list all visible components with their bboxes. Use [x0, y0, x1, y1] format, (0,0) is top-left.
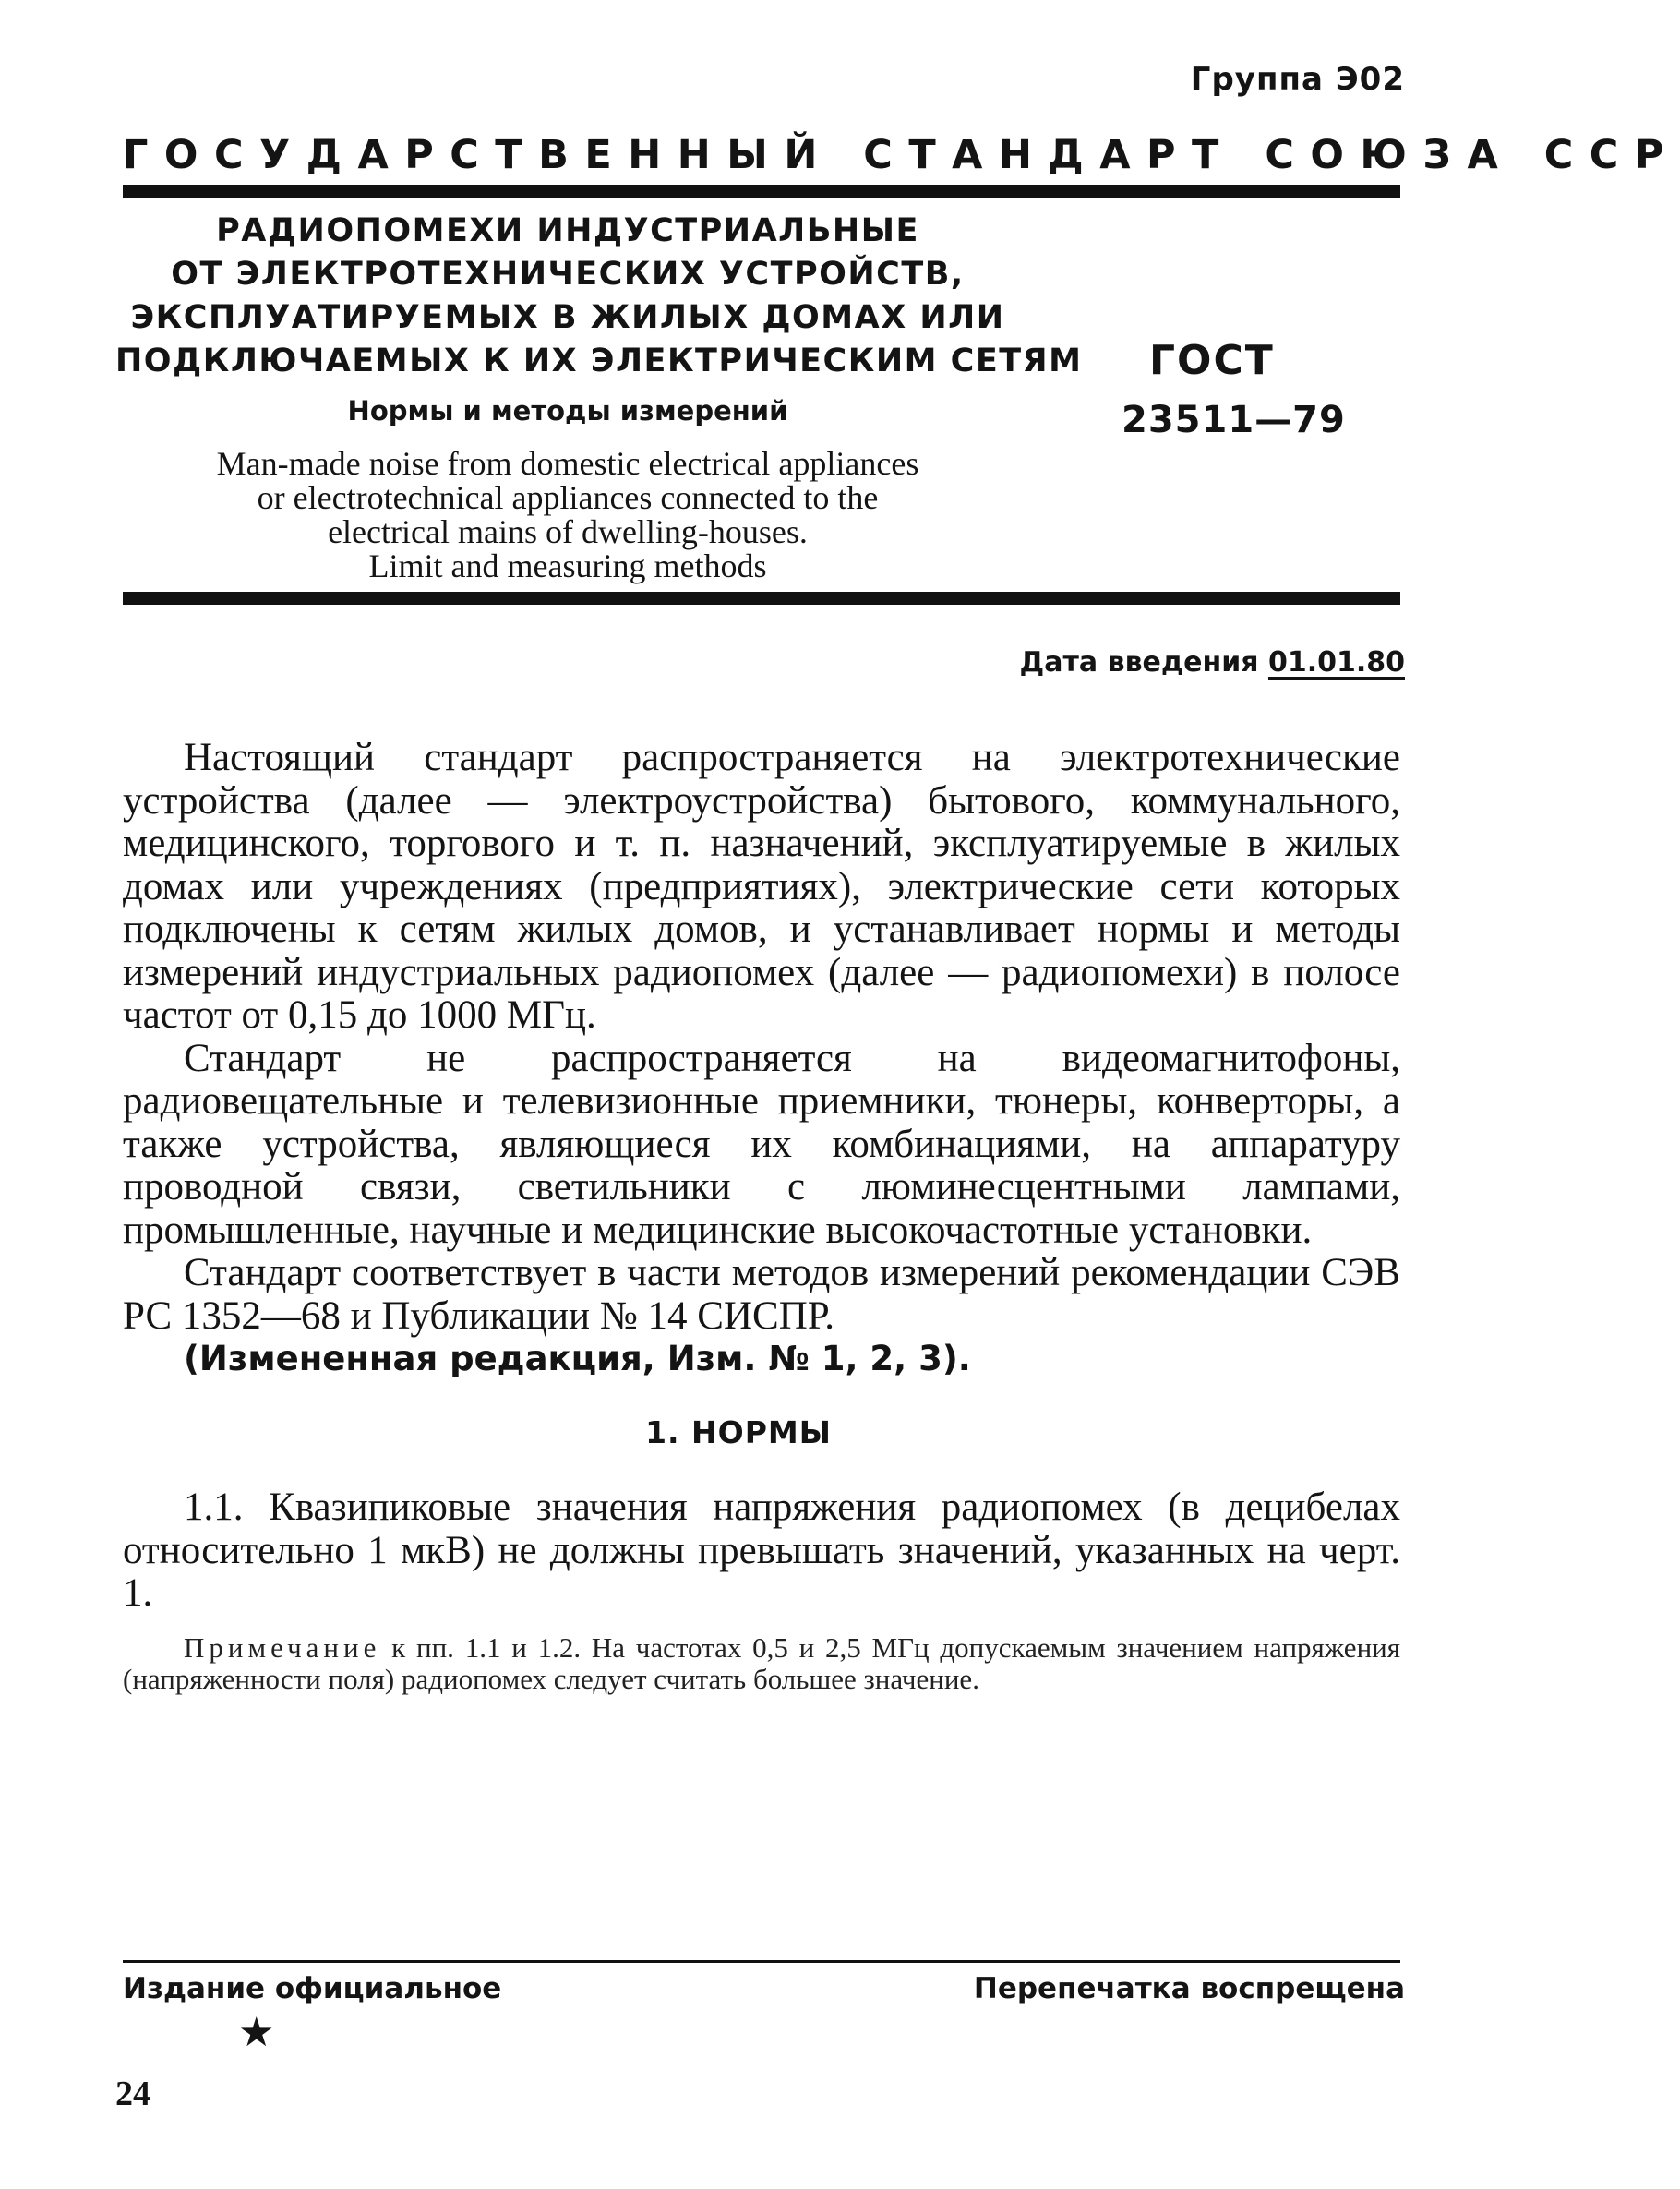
gost-number: 23511—79: [1122, 399, 1346, 441]
date-label: Дата введения: [1019, 646, 1259, 679]
introduction-date: [1020, 646, 1405, 679]
star-icon: ★: [238, 2010, 275, 2055]
note-text: к пп. 1.1 и 1.2. На частотах 0,5 и 2,5 МГц допускаемым значением напряжения (напряженности поля) радиопомех следует считать большее значение.: [123, 1631, 1401, 1695]
reprint-prohibited: Перепечатка воспрещена: [973, 1972, 1405, 2005]
title-line: ПОДКЛЮЧАЕМЫХ К ИХ ЭЛЕКТРИЧЕСКИМ СЕТЯМ: [115, 343, 1083, 379]
title-en-line: Man-made noise from domestic electrical appliances: [216, 445, 919, 482]
title-rule: [123, 592, 1400, 605]
body-text: [123, 737, 1400, 1381]
paragraph: Настоящий стандарт распространяется на электротехнические устройства (далее — электроустройства) бытового, коммунального, медицинского, торгового и т. п. назначений, эксплуатируемые в жилых домах или учреждениях (предприятиях), электрические сети которых подключены к сетям жилых домов, и устанавливает нормы и методы измерений индустриальных радиопомех (далее — радиопомехи) в полосе частот от 0,15 до 1000 МГц.: [123, 736, 1400, 1037]
title-en-line: or electrotechnical appliances connected to the: [257, 479, 879, 516]
gost-label: ГОСТ: [1149, 337, 1275, 384]
page-number: 24: [115, 2075, 150, 2113]
clause-text: 1.1. Квазипиковые значения напряжения радиопомех (в децибелах относительно 1 мкВ) не должны превышать значений, указанных на черт. 1.: [123, 1485, 1400, 1615]
note-label: Примечание: [184, 1631, 381, 1664]
official-edition: Издание официальное: [123, 1972, 502, 2005]
clause-1-1: [123, 1486, 1400, 1616]
amendment-note: (Измененная редакция, Изм. № 1, 2, 3).: [184, 1339, 971, 1378]
title-line: ЭКСПЛУАТИРУЕМЫХ В ЖИЛЫХ ДОМАХ ИЛИ: [130, 299, 1005, 336]
document-subtitle: Нормы и методы измерений: [347, 395, 788, 427]
date-value: 01.01.80: [1267, 646, 1405, 679]
paragraph: Стандарт соответствует в части методов измерений рекомендации СЭВ РС 1352—68 и Публикации № 14 СИСПР.: [123, 1251, 1400, 1338]
header-rule: [123, 185, 1400, 198]
footer-rule: [123, 1960, 1400, 1963]
title-line: ОТ ЭЛЕКТРОТЕХНИЧЕСКИХ УСТРОЙСТВ,: [171, 256, 965, 293]
document-title-ru: [115, 210, 1083, 383]
document-title-en: [115, 447, 1020, 583]
section-title: 1. НОРМЫ: [645, 1414, 832, 1450]
state-standard-heading: ГОСУДАРСТВЕННЫЙ СТАНДАРТ СОЮЗА ССР: [123, 132, 1680, 178]
paragraph: Стандарт не распространяется на видеомагнитофоны, радиовещательные и телевизионные приемники, тюнеры, конверторы, а также устройства, являющиеся их комбинациями, на аппаратуру проводной связи, светильники с люминесцентными лампами, промышленные, научные и медицинские высокочастотные установки.: [123, 1036, 1400, 1252]
title-line: РАДИОПОМЕХИ ИНДУСТРИАЛЬНЫЕ: [216, 212, 919, 249]
note: [123, 1632, 1400, 1695]
group-code: Группа Э02: [1190, 61, 1405, 98]
title-en-line: Limit and measuring methods: [368, 547, 767, 584]
title-en-line: electrical mains of dwelling-houses.: [328, 513, 808, 550]
